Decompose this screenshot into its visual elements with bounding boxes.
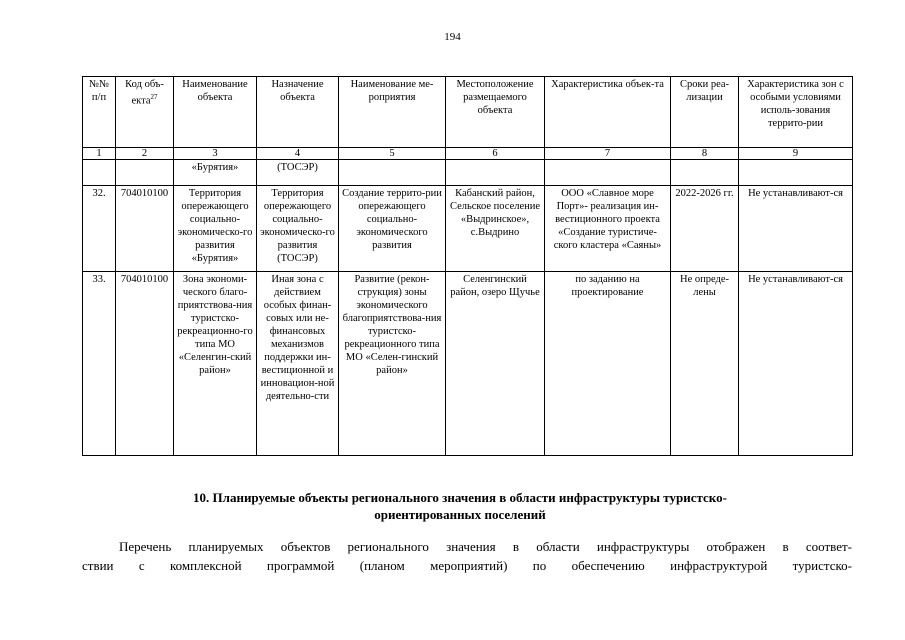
section-heading-line: 10. Планируемые объекты регионального значения в области инфраструктуры туристско- — [193, 490, 727, 505]
continuation-cell — [116, 160, 174, 177]
page-number: 194 — [444, 31, 461, 43]
body-paragraph — [82, 537, 852, 575]
objects-table — [82, 76, 853, 456]
row-location: Кабанский район, Сельское поселение «Выдринское», с.Выдрино — [446, 186, 545, 272]
section-heading — [100, 489, 820, 523]
header-location: Местоположение размещаемого объекта — [446, 77, 545, 148]
section-heading-line: ориентированных поселений — [374, 507, 546, 522]
column-number: 2 — [116, 148, 174, 160]
row-location: Селенгинский район, озеро Щучье — [446, 272, 545, 456]
continuation-cell — [545, 160, 671, 177]
paragraph-line: ствии с комплексной программой (планом мероприятий) по обеспечению инфраструктурой туристско- — [82, 558, 852, 573]
header-num: №№ п/п — [83, 77, 116, 148]
row-terms: 2022-2026 гг. — [671, 186, 739, 272]
continuation-spacer — [83, 176, 853, 186]
spacer-cell — [257, 176, 339, 186]
column-number: 7 — [545, 148, 671, 160]
row-event: Создание террито-рии опережающего социально-экономического развития — [339, 186, 446, 272]
continuation-cell: «Бурятия» — [174, 160, 257, 177]
row-zones: Не устанавливают-ся — [739, 186, 853, 272]
row-name: Территория опережающего социально-экономическо-го развития «Бурятия» — [174, 186, 257, 272]
continuation-cell — [446, 160, 545, 177]
continuation-cell: (ТОСЭР) — [257, 160, 339, 177]
row-name: Зона экономи-ческого благо-приятствова-ния туристско-рекреационно-го типа МО «Селенгин-ский район» — [174, 272, 257, 456]
column-number: 1 — [83, 148, 116, 160]
header-code-footnote: 27 — [150, 93, 158, 101]
row-terms: Не опреде-лены — [671, 272, 739, 456]
header-code-label: Код объ-екта — [125, 79, 164, 107]
header-name: Наименование объекта — [174, 77, 257, 148]
row-code: 704010100 — [116, 186, 174, 272]
continuation-cell — [83, 160, 116, 177]
header-zones: Характеристика зон с особыми условиями исполь-зования террито-рии — [739, 77, 853, 148]
row-num: 32. — [83, 186, 116, 272]
column-numbers-row — [83, 148, 853, 160]
continuation-cell — [671, 160, 739, 177]
column-number: 5 — [339, 148, 446, 160]
column-number: 9 — [739, 148, 853, 160]
table-row — [83, 186, 853, 272]
spacer-cell — [174, 176, 257, 186]
table-header-row — [83, 77, 853, 148]
spacer-cell — [671, 176, 739, 186]
header-event: Наименование ме-роприятия — [339, 77, 446, 148]
spacer-cell — [83, 176, 116, 186]
column-number: 6 — [446, 148, 545, 160]
row-event: Развитие (рекон-струкция) зоны экономического благоприятствова-ния туристско-рекреационного типа МО «Селен-гинский район» — [339, 272, 446, 456]
continuation-cell — [339, 160, 446, 177]
row-characteristic: по заданию на проектирование — [545, 272, 671, 456]
paragraph-line: Перечень планируемых объектов регионального значения в области инфраструктуры отображен в соответ- — [119, 539, 852, 554]
spacer-cell — [446, 176, 545, 186]
spacer-cell — [545, 176, 671, 186]
spacer-cell — [116, 176, 174, 186]
table-row — [83, 272, 853, 456]
spacer-cell — [739, 176, 853, 186]
spacer-cell — [339, 176, 446, 186]
column-number: 4 — [257, 148, 339, 160]
continuation-cell — [739, 160, 853, 177]
row-zones: Не устанавливают-ся — [739, 272, 853, 456]
header-purpose: Назначение объекта — [257, 77, 339, 148]
row-num: 33. — [83, 272, 116, 456]
row-characteristic: ООО «Славное море Порт»- реализация ин-вестиционного проекта «Создание туристиче-ского кластера «Саяны» — [545, 186, 671, 272]
continuation-row — [83, 160, 853, 177]
header-terms: Сроки реа-лизации — [671, 77, 739, 148]
row-purpose: Территория опережающего социально-экономическо-го развития (ТОСЭР) — [257, 186, 339, 272]
column-number: 8 — [671, 148, 739, 160]
header-code — [116, 77, 174, 148]
header-characteristic: Характеристика объек-та — [545, 77, 671, 148]
row-code: 704010100 — [116, 272, 174, 456]
column-number: 3 — [174, 148, 257, 160]
row-purpose: Иная зона с действием особых финан-совых или не-финансовых механизмов поддержки ин-вестиционной и инновацион-ной деятельно-сти — [257, 272, 339, 456]
